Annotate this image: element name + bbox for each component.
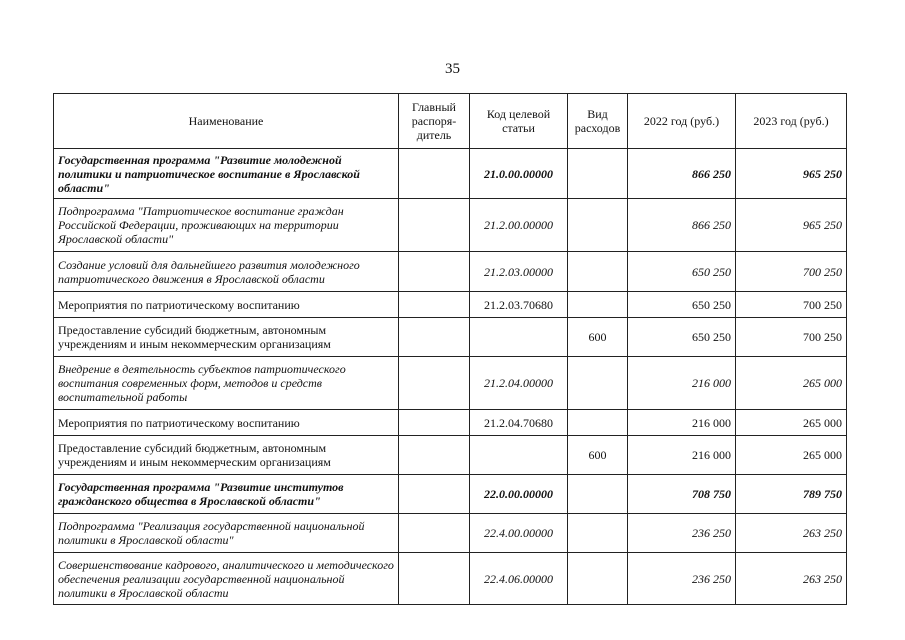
row-2022: 236 250 <box>628 514 736 553</box>
table-row <box>54 252 847 292</box>
row-code: 22.4.06.00000 <box>470 553 568 605</box>
row-name: Подпрограмма "Реализация государственной национальной политики в Ярославской области" <box>54 514 399 553</box>
row-admin <box>399 475 470 514</box>
row-admin <box>399 553 470 605</box>
row-code <box>470 318 568 357</box>
row-2022: 216 000 <box>628 410 736 436</box>
table-header-row <box>54 94 847 149</box>
row-2023: 700 250 <box>736 292 847 318</box>
table-row <box>54 357 847 410</box>
row-2023: 965 250 <box>736 149 847 199</box>
row-type: 600 <box>568 318 628 357</box>
row-2023: 965 250 <box>736 199 847 252</box>
table-row <box>54 318 847 357</box>
row-name: Предоставление субсидий бюджетным, автономным учреждениям и иным некоммерческим организациям <box>54 436 399 475</box>
row-admin <box>399 292 470 318</box>
row-admin <box>399 357 470 410</box>
row-admin <box>399 149 470 199</box>
row-type <box>568 292 628 318</box>
row-name: Предоставление субсидий бюджетным, автономным учреждениям и иным некоммерческим организациям <box>54 318 399 357</box>
row-admin <box>399 252 470 292</box>
row-admin <box>399 318 470 357</box>
table-row <box>54 475 847 514</box>
row-name: Государственная программа "Развитие институтов гражданского общества в Ярославской области" <box>54 475 399 514</box>
header-code: Код целевой статьи <box>470 94 568 149</box>
row-2022: 650 250 <box>628 318 736 357</box>
row-code: 21.2.00.00000 <box>470 199 568 252</box>
row-type <box>568 252 628 292</box>
row-type <box>568 410 628 436</box>
budget-table <box>53 93 847 605</box>
header-admin: Главный распоря-дитель <box>399 94 470 149</box>
row-2023: 263 250 <box>736 553 847 605</box>
row-code: 21.2.04.70680 <box>470 410 568 436</box>
row-2022: 236 250 <box>628 553 736 605</box>
page-number: 35 <box>445 61 460 77</box>
table-row <box>54 410 847 436</box>
row-2023: 700 250 <box>736 252 847 292</box>
row-code <box>470 436 568 475</box>
row-2023: 789 750 <box>736 475 847 514</box>
row-admin <box>399 199 470 252</box>
row-type <box>568 514 628 553</box>
row-name: Подпрограмма "Патриотическое воспитание граждан Российской Федерации, проживающих на территории Ярославской области" <box>54 199 399 252</box>
row-code: 22.4.00.00000 <box>470 514 568 553</box>
row-code: 21.0.00.00000 <box>470 149 568 199</box>
row-type: 600 <box>568 436 628 475</box>
header-name: Наименование <box>54 94 399 149</box>
row-2022: 216 000 <box>628 357 736 410</box>
row-2023: 265 000 <box>736 357 847 410</box>
row-code: 21.2.04.00000 <box>470 357 568 410</box>
row-admin <box>399 410 470 436</box>
row-name: Создание условий для дальнейшего развития молодежного патриотического движения в Ярославской области <box>54 252 399 292</box>
row-2023: 265 000 <box>736 436 847 475</box>
row-code: 21.2.03.00000 <box>470 252 568 292</box>
table-row <box>54 199 847 252</box>
row-2022: 866 250 <box>628 149 736 199</box>
row-admin <box>399 514 470 553</box>
header-2022: 2022 год (руб.) <box>628 94 736 149</box>
row-name: Мероприятия по патриотическому воспитанию <box>54 292 399 318</box>
row-type <box>568 149 628 199</box>
table-row <box>54 149 847 199</box>
row-2022: 650 250 <box>628 252 736 292</box>
row-2022: 216 000 <box>628 436 736 475</box>
row-2023: 265 000 <box>736 410 847 436</box>
header-2023: 2023 год (руб.) <box>736 94 847 149</box>
row-admin <box>399 436 470 475</box>
row-name: Совершенствование кадрового, аналитического и методического обеспечения реализации государственной национальной политики в Ярославской области <box>54 553 399 605</box>
row-type <box>568 475 628 514</box>
table-row <box>54 514 847 553</box>
table-row <box>54 436 847 475</box>
row-type <box>568 199 628 252</box>
row-2023: 263 250 <box>736 514 847 553</box>
row-code: 21.2.03.70680 <box>470 292 568 318</box>
row-name: Мероприятия по патриотическому воспитанию <box>54 410 399 436</box>
row-2022: 866 250 <box>628 199 736 252</box>
row-code: 22.0.00.00000 <box>470 475 568 514</box>
row-name: Внедрение в деятельность субъектов патриотического воспитания современных форм, методов и средств воспитательной работы <box>54 357 399 410</box>
row-2022: 708 750 <box>628 475 736 514</box>
row-type <box>568 357 628 410</box>
row-2022: 650 250 <box>628 292 736 318</box>
table-row <box>54 292 847 318</box>
row-2023: 700 250 <box>736 318 847 357</box>
row-type <box>568 553 628 605</box>
row-name: Государственная программа "Развитие молодежной политики и патриотическое воспитание в Ярославской области" <box>54 149 399 199</box>
header-type: Вид расходов <box>568 94 628 149</box>
table-row <box>54 553 847 605</box>
